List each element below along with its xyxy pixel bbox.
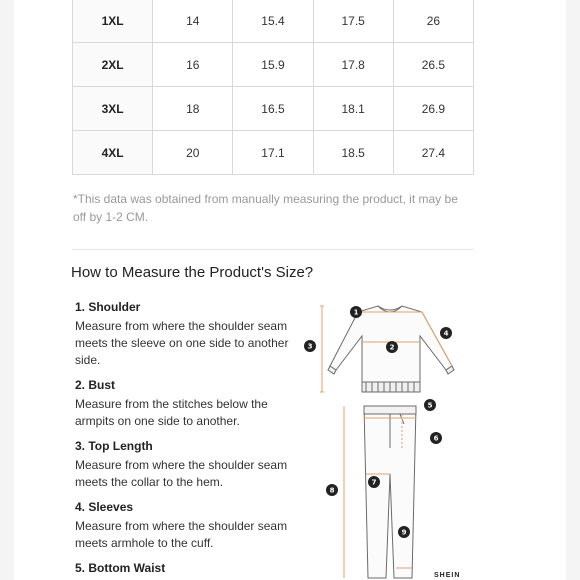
value-cell: 17.1	[233, 131, 313, 175]
value-cell: 17.5	[313, 0, 393, 43]
table-row	[73, 43, 474, 87]
size-chart-table	[72, 0, 474, 175]
value-cell: 27.4	[393, 131, 473, 175]
value-cell: 14	[153, 0, 233, 43]
badge-3	[304, 340, 316, 352]
badge-8	[326, 484, 338, 496]
value-cell: 16.5	[233, 87, 313, 131]
table-row	[73, 131, 474, 175]
svg-text:4: 4	[443, 329, 449, 338]
brand-logo: SHEIN	[434, 572, 461, 579]
left-margin-band	[0, 0, 14, 580]
value-cell: 26.5	[393, 43, 473, 87]
step-title: 4. Sleeves	[75, 500, 134, 514]
step-title: 5. Bottom Waist	[75, 561, 166, 575]
badge-4	[440, 327, 452, 339]
value-cell: 16	[153, 43, 233, 87]
svg-text:9: 9	[401, 528, 407, 537]
step-text: Measure from where the shoulder seam meets armhole to the cuff.	[75, 519, 288, 550]
value-cell: 26.9	[393, 87, 473, 131]
table-row	[73, 87, 474, 131]
svg-text:7: 7	[371, 478, 377, 487]
value-cell: 20	[153, 131, 233, 175]
step-text: Measure from the stitches below the armpits on one side to another.	[75, 397, 268, 428]
section-divider	[72, 249, 474, 250]
svg-text:8: 8	[329, 486, 335, 495]
size-cell: 4XL	[73, 131, 153, 175]
step-text: Measure from where the shoulder seam meets the sleeve on one side to another side.	[75, 319, 289, 367]
svg-text:3: 3	[307, 342, 313, 351]
step-title: 2. Bust	[75, 378, 116, 392]
badge-1	[350, 306, 362, 318]
svg-text:2: 2	[389, 343, 395, 352]
value-cell: 18.5	[313, 131, 393, 175]
right-margin-band	[566, 0, 580, 580]
step-title: 1. Shoulder	[75, 300, 141, 314]
measurement-diagram	[300, 298, 480, 580]
badge-9	[398, 526, 410, 538]
value-cell: 18	[153, 87, 233, 131]
table-row	[73, 0, 474, 43]
value-cell: 15.9	[233, 43, 313, 87]
step-title: 3. Top Length	[75, 439, 153, 453]
section-title: How to Measure the Product's Size?	[71, 264, 314, 281]
badge-2	[386, 341, 398, 353]
svg-text:1: 1	[353, 308, 359, 317]
size-cell: 2XL	[73, 43, 153, 87]
svg-text:6: 6	[433, 434, 439, 443]
pants-illustration	[364, 406, 416, 578]
size-cell: 3XL	[73, 87, 153, 131]
value-cell: 26	[393, 0, 473, 43]
size-cell: 1XL	[73, 0, 153, 43]
step-text: Measure from where the shoulder seam meets the collar to the hem.	[75, 458, 288, 489]
value-cell: 18.1	[313, 87, 393, 131]
svg-text:5: 5	[427, 401, 433, 410]
measurement-disclaimer: *This data was obtained from manually measuring the product, it may be off by 1-2 CM.	[73, 192, 458, 224]
badge-6	[430, 432, 442, 444]
measurement-steps	[75, 300, 290, 579]
value-cell: 17.8	[313, 43, 393, 87]
value-cell: 15.4	[233, 0, 313, 43]
badge-7	[368, 476, 380, 488]
badge-5	[424, 399, 436, 411]
